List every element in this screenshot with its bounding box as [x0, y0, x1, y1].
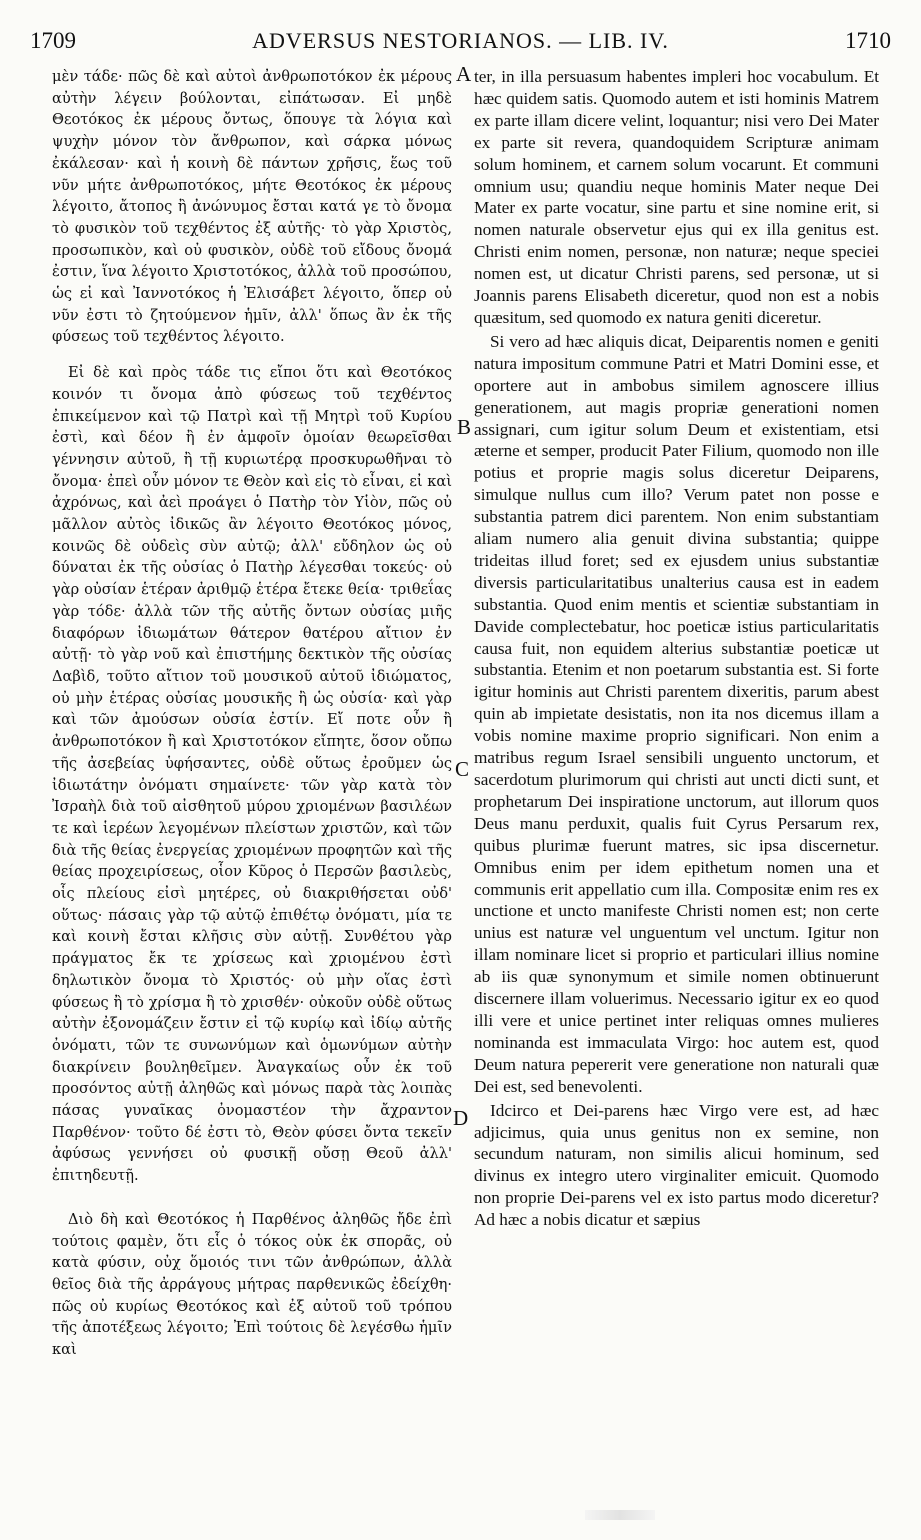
latin-paragraph: Idcirco et Dei-parens hæc Virgo vere est, ad hæc adjicimus, quia unus genitus non ex semine, non secundum naturam, non similis alicui hominum, sed divinus ex integro utero virginaliter emicuit. Quomodo non proprie Dei-parens vel ex isto partus modo diceretur? Ad hæc a nobis dicatur et sæpius [474, 1100, 879, 1230]
margin-marker-b: B [457, 415, 472, 439]
latin-text-column [474, 66, 879, 1231]
latin-paragraph: ter, in illa persuasum habentes impleri hoc vocabulum. Et hæc quidem satis. Quomodo autem et isti hominis Matrem ex parte illam dicere velint, loquantur; nisi vero Dei Mater ex parte sit revera, quandoquidem Scripturæ animam solum hominem, et carnem solum vocarunt. Et communi omnium usu; quandiu neque hominis Mater neque Dei Mater ex parte vocatur, sine partu et sine nomine erit, si nomen naturale observetur ejus qui ex illa genitus est. Christi enim nomen, personæ, non naturæ; neque speciei nomen est, ut dicatur Christi parens, sed personæ, ut si Joannis parens Elisabeth diceretur, quod non est a nobis quæsitum, sed quomodo ex natura geniti diceretur. [474, 67, 879, 327]
margin-marker-a: A [456, 62, 472, 86]
left-page-number: 1709 [30, 28, 76, 53]
page-header [30, 28, 891, 64]
right-page-number: 1710 [845, 28, 891, 53]
margin-marker-d: D [453, 1106, 469, 1130]
latin-paragraph: Si vero ad hæc aliquis dicat, Deiparentis nomen e geniti natura impositum commune Patri et Matri Domini esse, et oportere aut in ambobus similem agnoscere illius generationem, aut magis propriæ generationi nomen assignari, cum igitur solum Deum et existentiam, etsi æterne et semper, producit Pater Filium, quomodo non ille potius et proprie magis solus diceretur Deiparens, simulque nullus cum illo? Verum patet non posse e substantia patrem dici parentem. Non enim substantiam aliam numero alia genuit divina substantia; quippe trideitas illud foret; sed ex ejusdem unius substantiæ diversis particularitatibus unalterius causa est in eadem substantia. Quod enim mentis et scientiæ substantiam in Davide complectebatur, hoc poeticæ istius particularitatis causa fuit, non equidem alterius substantiæ poeticæ ut substantia. Etenim et non poetarum substantia est. Si forte igitur hominis aut Christi parentem dixeritis, parum abest quin ab impietate desistatis, non ita nos dicemus illam a vobis nomine maxime proprio significari. Non enim a matribus regum Israel sensibili unguento unctorum, et sacerdotum plurimorum qui christi aut uncti dicti sunt, et prophetarum Dei inspiratione unctorum, aut illorum quos Deus manu perduxit, qualis fuit Cyrus Persarum rex, quibus plurimæ fuerunt matres, sic ipsa discernetur. Omnibus enim per idem epithetum nomen una et communis erit appellatio cum illa. Compositæ enim res ex unctione et uncto manifeste Christi nomen est; non certe unius est naturæ vel unguentum vel unctum. Igitur non illam nominare licet si proprio et particulari illius nomine ab iis quæ synonymum et simile nomen obtinuerunt discernere illam voluerimus. Necessario igitur ex eo quod illi vere et unice pertinet inter reliquas omnes mulieres nominanda est immaculata Virgo: hoc autem est, quod Deum natura pepererit vere generatione non naturali quæ Dei est, sed benevolenti. [474, 331, 879, 1096]
margin-marker-c: C [455, 757, 470, 781]
running-title: ADVERSUS NESTORIANOS. — LIB. IV. [252, 28, 669, 53]
greek-text-column [52, 66, 452, 1361]
greek-paragraph: Διὸ δὴ καὶ Θεοτόκος ἡ Παρθένος ἀληθῶς ἤδε ἐπὶ τούτοις φαμὲν, ὅτι εἷς ὁ τόκος οὐκ ἐκ σπορᾶς, οὐ κατὰ φύσιν, οὐχ ὅμοιός τινι τῶν ἀνθρώπων, ἀλλὰ θεῖος διὰ τῆς ἀρράγους μήτρας παρθενικῶς ἐδείχθη· πῶς οὐ κυρίως Θεοτόκος καὶ ἐξ αὐτοῦ τοῦ τρόπου τῆς ἀποτέξεως λέγοιτο; Ἐπὶ τούτοις δὲ λεγέσθω ἡμῖν καὶ [52, 1210, 452, 1359]
greek-paragraph: Εἰ δὲ καὶ πρὸς τάδε τις εἴποι ὅτι καὶ Θεοτόκος κοινόν τι ὄνομα ἀπὸ φύσεως τοῦ τεχθέντος ἐπικείμενον καὶ τῷ Πατρὶ καὶ τῇ Μητρὶ τοῦ Κυρίου ἐστὶ, καὶ δέον ἢ ἐν ἀμφοῖν ὁμοίαν θεωρεῖσθαι γέννησιν αὐτοῦ, ἢ τῇ κυριωτέρᾳ προσκυρωθῆναι τὸ ὄνομα· ἐπεὶ οὖν μόνον τε Θεὸν καὶ εἰς τὸ εἶναι, εἰ καὶ ἀχρόνως, καὶ ἀεὶ προάγει ὁ Πατὴρ τὸν Υἱὸν, πῶς οὐ μᾶλλον αὐτὸς ἰδικῶς ἂν λέγοιτο Θεοτόκος μόνος, κοινῶς δὲ οὐδεὶς σὺν αὐτῷ; ἀλλ' εὔδηλον ὡς οὐ δύναται ἐκ τῆς οὐσίας ὁ Πατὴρ λέγεσθαι τοκεύς· οὐ γὰρ οὐσίαν ἑτέραν ἀριθμῷ ἑτέρα ἔτεκε θεία· τριθεΐας γὰρ τόδε· ἀλλὰ τῶν τῆς αὐτῆς ὄντων οὐσίας μιῆς διαφόρων ἰδιωμάτων θάτερον θατέρου αἴτιον ἐν αὐτῇ· τὸ γὰρ νοῦ καὶ ἐπιστήμης δεκτικὸν τῆς οὐσίας Δαβὶδ, τοῦτο αἴτιον τοῦ μουσικοῦ αὐτοῦ ἰδιώματος, οὐ μὴν ἑτέρας οὐσίας μουσικῆς ἢ ὡς οὐσία· καὶ γὰρ καὶ τῶν ἀμούσων οὐσία ἐστίν. Εἴ ποτε οὖν ἢ ἀνθρωποτόκον ἢ καὶ Χριστοτόκον εἴπητε, ὅσον οὔπω τῆς ἀσεβείας ὑφήσαντες, οὐδὲ οὕτως ἐροῦμεν ὡς ἰδιωτάτην ὀνόματι σημαίνετε· τῶν γὰρ κατὰ τὸν Ἰσραὴλ διὰ τοῦ αἰσθητοῦ μύρου χριομένων βασιλέων τε καὶ ἱερέων λεγομένων πλείστων χριστῶν, καὶ τῶν διὰ τῆς θείας ἐνεργείας χριομένων προφητῶν καὶ τῆς θείας προχειρίσεως, οἷον Κῦρος ὁ Περσῶν βασιλεὺς, οἷς πλείους εἰσὶ μητέρες, οὐ διακριθήσεται οὐδ' οὕτως· πάσαις γὰρ τῷ αὐτῷ ἐπιθέτῳ ὀνόματι, μία τε καὶ κοινὴ ἔσται κλῆσις σὺν αὐτῇ. Συνθέτου γὰρ πράγματος ἔκ τε χρίσεως καὶ χριομένου ἐστὶ δηλωτικὸν ὄνομα τὸ Χριστός· οὐ μὴν οἵας ἐστὶ φύσεως ἢ τὸ χρίσμα ἢ τὸ χρισθέν· οὐκοῦν οὐδὲ οὕτως αὐτὴν ἐξονομάζειν ἔστιν εἰ τῷ κυρίῳ καὶ ἰδίῳ αὐτῆς ὀνόματι, τῶν τε συνωνύμων καὶ ὁμωνύμων αὐτὴν διακρίνειν βουληθεῖμεν. Ἀναγκαίως οὖν ἐκ τοῦ προσόντος αὐτῇ ἀληθῶς καὶ μόνως παρὰ τὰς λοιπὰς πάσας γυναῖκας ὀνομαστέον τὴν ἄχραντον Παρθένον· τοῦτο δέ ἐστι τὸ, Θεὸν φύσει ὄντα τεκεῖν ἀφύσως γεννήσει οὐ φυσικῇ οὔσῃ Θεοῦ ἀλλ' ἐπιτηδευτῇ. [52, 364, 452, 1185]
page-smudge [585, 1510, 655, 1520]
greek-paragraph: μὲν τάδε· πῶς δὲ καὶ αὐτοὶ ἀνθρωποτόκον ἐκ μέρους αὐτὴν λέγειν βούλονται, εἰπάτωσαν. Εἰ μηδὲ Θεοτόκος ἐκ μέρους ὄντως, ὅπουγε τὰ λόγια καὶ ψυχὴν μόνον τὸν ἄνθρωπον, καὶ σάρκα μόνως ἐκάλεσαν· καὶ ἡ κοινὴ δὲ πάντων χρῆσις, ἕως τοῦ νῦν μήτε ἀνθρωποτόκος, μήτε Θεοτόκος ἐκ μέρους λέγοιτο, ἄτοπος ἢ ἀνώνυμος ἔσται κατά γε τὸ ὄνομα τὸ φυσικὸν τοῦ τεχθέντος ἐξ αὐτῆς· τὸ γὰρ Χριστὸς, προσωπικὸν, καὶ οὐ φυσικὸν, οὐδὲ τοῦ εἴδους ὄνομά ἐστιν, ἵνα λέγοιτο Χριστοτόκος, ἀλλὰ τοῦ προσώπου, ὡς εἰ καὶ Ἰαννοτόκος ἡ Ἐλισάβετ λέγοιτο, ὅπερ οὐ νῦν ἐστι τὸ ζητούμενον ἡμῖν, ἀλλ' ὅπως ἂν ἐκ τῆς φύσεως τοῦ τεχθέντος λέγοιτο. [52, 68, 452, 346]
